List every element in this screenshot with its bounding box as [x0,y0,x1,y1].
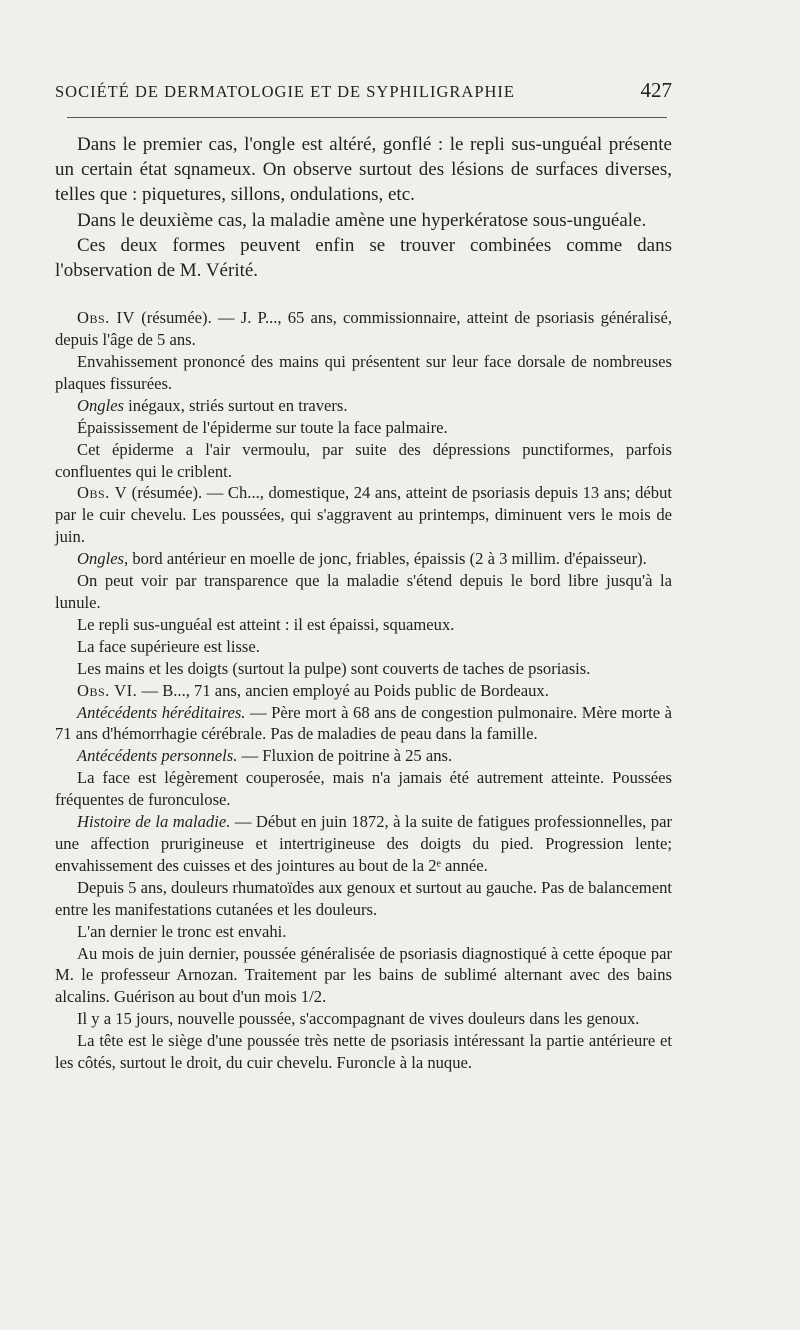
observations [55,307,672,1074]
obs-label: Obs. IV [77,308,136,328]
running-header [55,78,672,106]
paragraph: Il y a 15 jours, nouvelle poussée, s'accompagnant de vives douleurs dans les genoux. [77,1009,640,1029]
paragraph: On peut voir par transparence que la maladie s'étend depuis le bord libre jusqu'à la lunule. [55,571,672,612]
running-title: SOCIÉTÉ DE DERMATOLOGIE ET DE SYPHILIGRAPHIE [55,82,515,101]
paragraph: La face supérieure est lisse. [77,636,260,656]
paragraph: Cet épiderme a l'air vermoulu, par suite des dépressions punctiformes, parfois confluentes qui le criblent. [55,439,672,481]
obs-6-paragraph [55,680,672,702]
paragraph: Les mains et les doigts (surtout la pulpe) sont couverts de taches de psoriasis. [77,658,591,678]
paragraph: Au mois de juin dernier, poussée généralisée de psoriasis diagnostiqué à cette époque par M. le professeur Arnozan. Traitement par les bains de sublimé alternant avec des bains alcalins. Guérison au bout d'un mois 1/2. [55,943,672,1007]
paragraph-text: — Début en juin 1872, à la suite de fatigues professionnelles, par une affection prurigineuse et intertrigineuse des doigts du pied. Progression lente; envahissement des cuisses et des jointures au bout de la 2ᵉ année. [55,812,672,875]
obs-text: — B..., 71 ans, ancien employé au Poids public de Bordeaux. [137,680,549,700]
header-rule [67,117,667,118]
italic-lead: Ongles [77,549,125,569]
italic-lead: Antécédents personnels. [77,746,238,766]
paragraph-text: , bord antérieur en moelle de jonc, friables, épaissis (2 à 3 millim. d'épaisseur). [124,549,647,569]
obs-label: Obs. VI. [77,680,138,700]
intro-text [55,132,672,283]
paragraph: Dans le deuxième cas, la maladie amène une hyperkératose sous-unguéale. [77,209,647,231]
italic-lead: Antécédents héréditaires. [77,702,246,722]
obs-5-paragraph [55,482,672,548]
paragraph [55,395,672,417]
obs-label: Obs. V [77,483,128,503]
italic-lead: Histoire de la maladie. [77,812,231,832]
paragraph [55,745,672,767]
paragraph: Épaississement de l'épiderme sur toute la face palmaire. [77,417,448,437]
paragraph: Le repli sus-unguéal est atteint : il est épaissi, squameux. [77,614,455,634]
italic-lead: Ongles [77,395,125,415]
paragraph-text: inégaux, striés surtout en travers. [124,395,348,415]
obs-4-paragraph [55,307,672,351]
obs-text: (résumée). — Ch..., domestique, 24 ans, atteint de psoriasis depuis 13 ans; début par le cuir chevelu. Les poussées, qui s'aggravent au printemps, diminuent vers le mois de juin. [55,483,672,547]
obs-text: (résumée). — J. P..., 65 ans, commissionnaire, atteint de psoriasis généralisé, depuis l'âge de 5 ans. [55,308,672,350]
paragraph: Envahissement prononcé des mains qui présentent sur leur face dorsale de nombreuses plaques fissurées. [55,352,672,393]
book-page [55,78,672,1074]
paragraph [55,811,672,877]
paragraph [55,548,672,570]
paragraph: L'an dernier le tronc est envahi. [77,921,287,941]
paragraph-text: — Père mort à 68 ans de congestion pulmonaire. Mère morte à 71 ans d'hémorrhagie cérébrale. Pas de maladies de peau dans la famille. [55,702,672,744]
paragraph-text: — Fluxion de poitrine à 25 ans. [237,746,453,766]
paragraph: La face est légèrement couperosée, mais n'a jamais été autrement atteinte. Poussées fréquentes de furonculose. [55,768,672,810]
paragraph: Ces deux formes peuvent enfin se trouver combinées comme dans l'observation de M. Vérité. [55,234,672,282]
page-number: 427 [640,78,672,102]
paragraph [55,702,672,746]
paragraph: La tête est le siège d'une poussée très nette de psoriasis intéressant la partie antérieure et les côtés, surtout le droit, du cuir chevelu. Furoncle à la nuque. [55,1031,672,1073]
paragraph: Depuis 5 ans, douleurs rhumatoïdes aux genoux et surtout au gauche. Pas de balancement entre les manifestations cutanées et les douleurs. [55,877,672,919]
paragraph: Dans le premier cas, l'ongle est altéré, gonflé : le repli sus-unguéal présente un certain état sqnameux. On observe surtout des lésions de surfaces diverses, telles que : piquetures, sillons, ondulations, etc. [55,134,672,206]
